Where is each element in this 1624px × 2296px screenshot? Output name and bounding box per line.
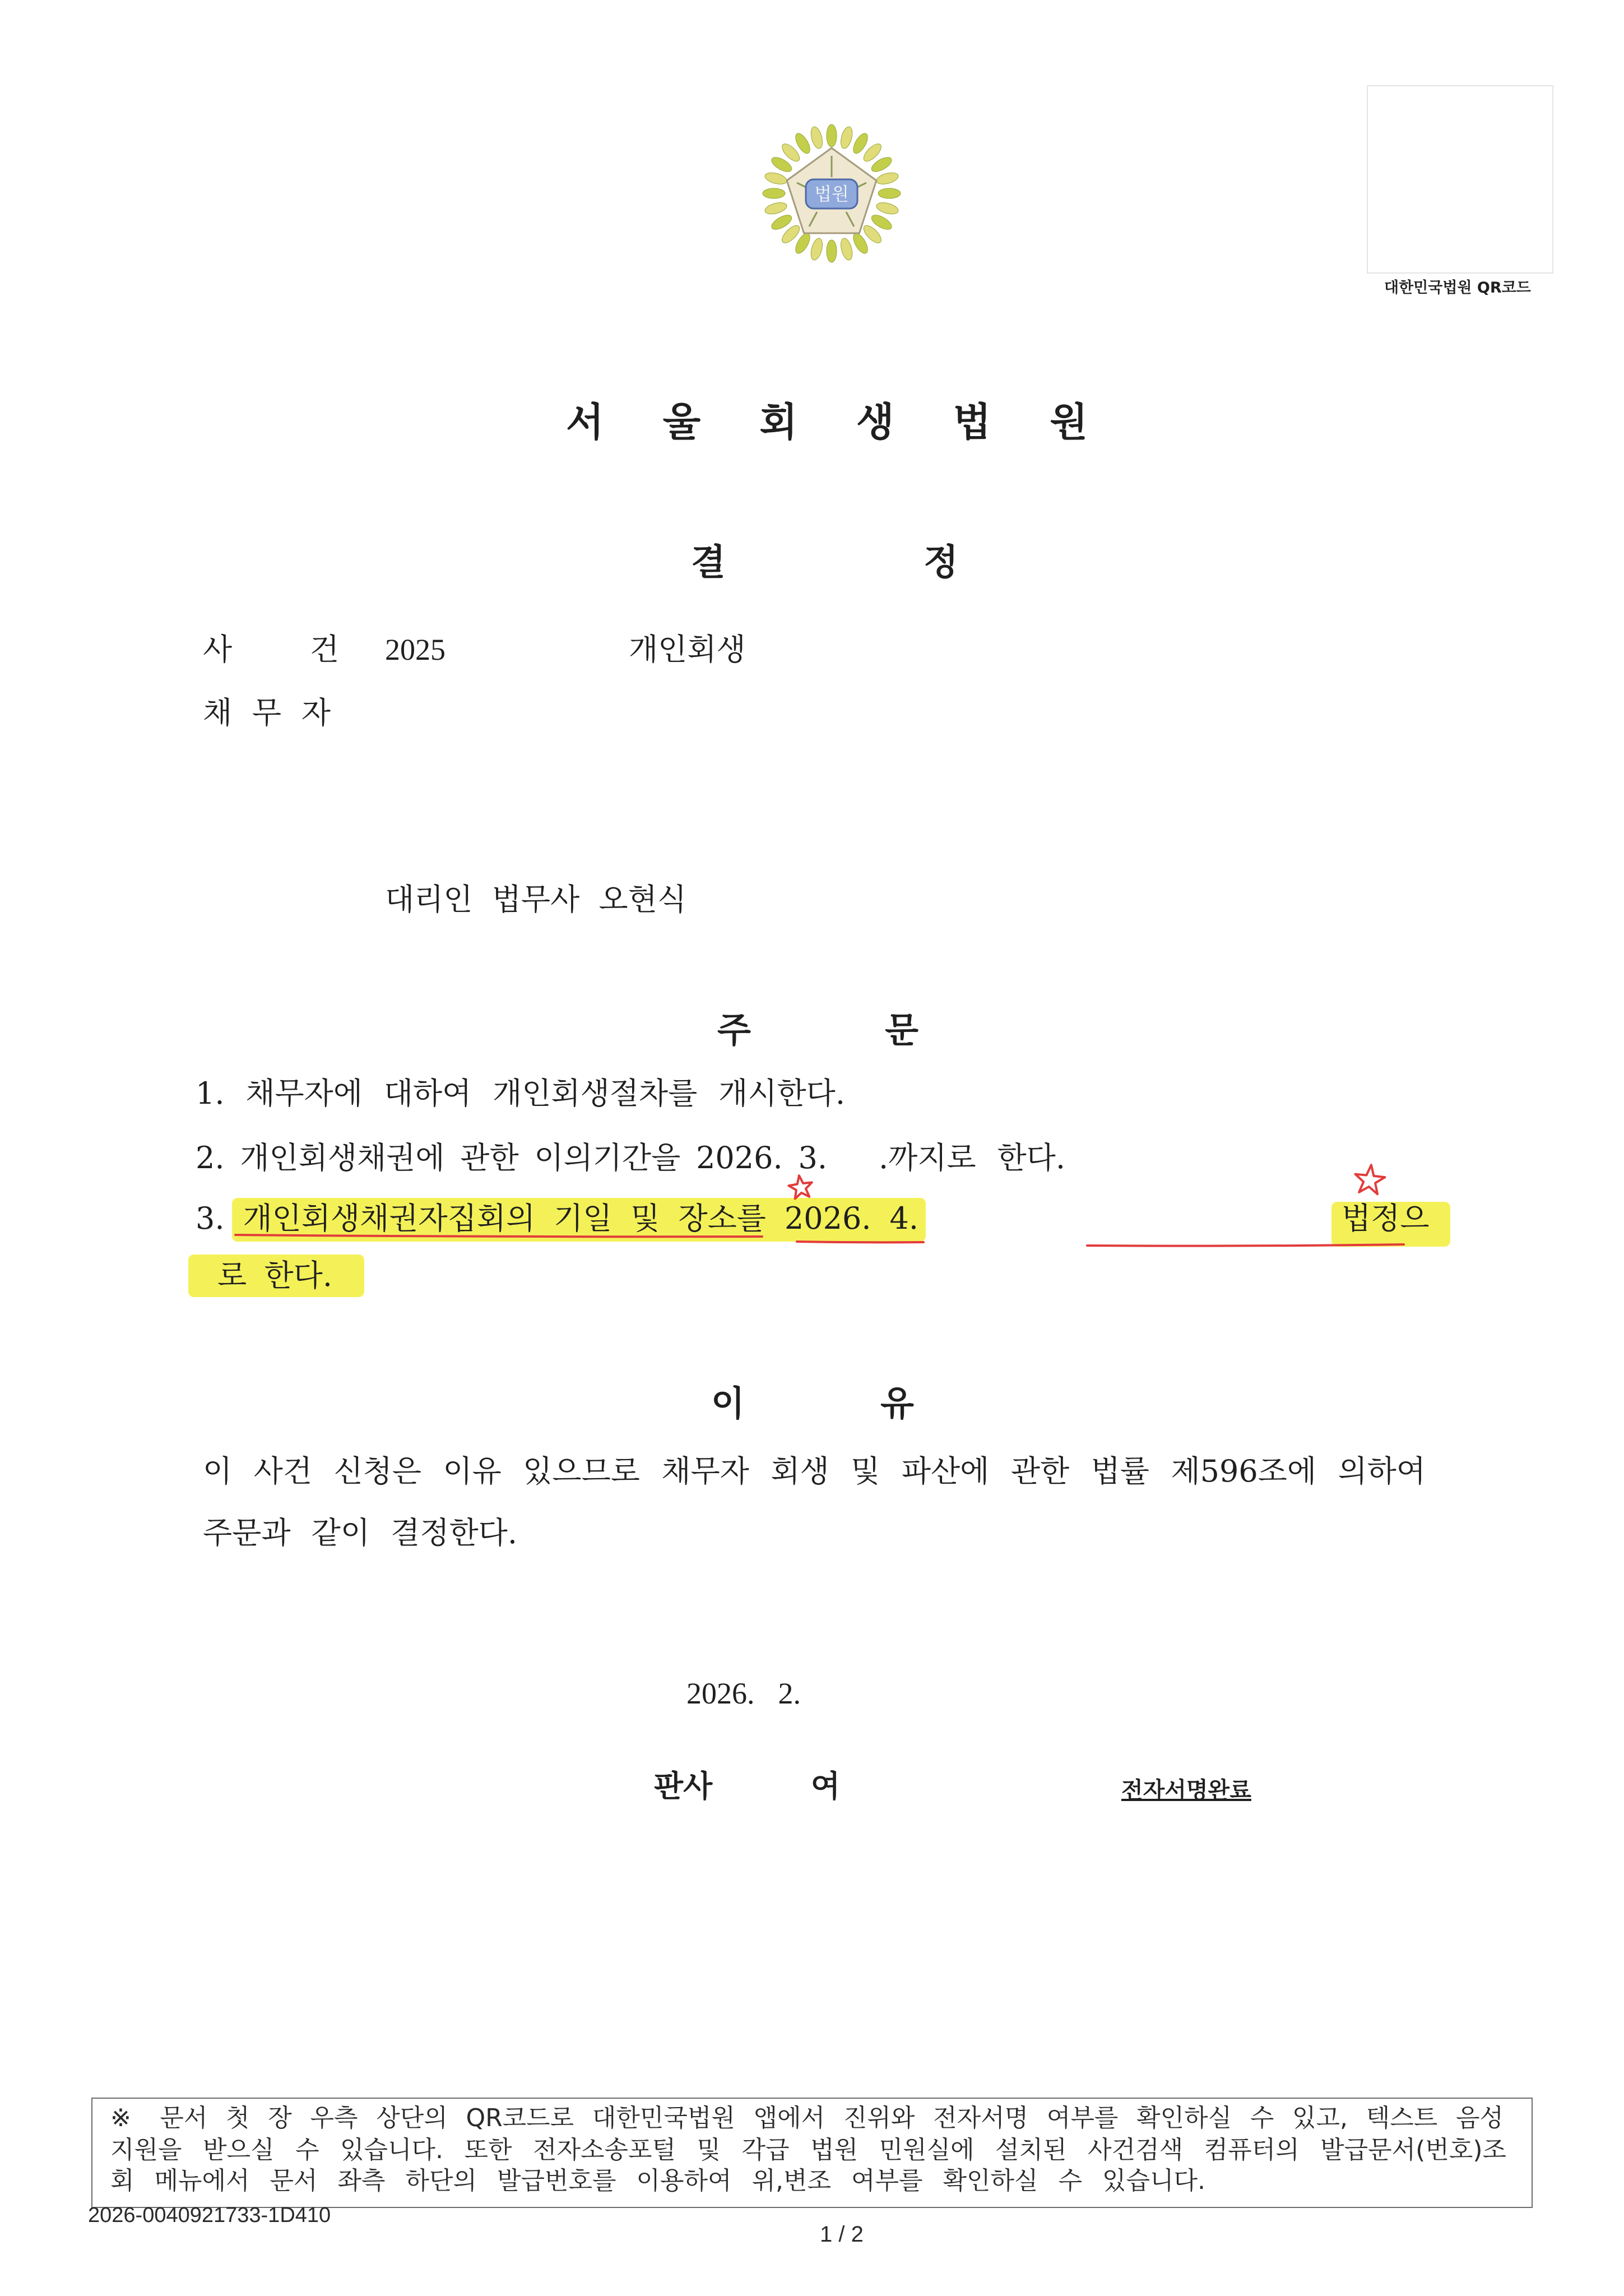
issue-number: 2026-0040921733-1D410 <box>88 2204 331 2227</box>
order-item-1: 1. 채무자에 대하여 개인회생절차를 개시한다. <box>196 1076 845 1111</box>
court-emblem-icon <box>761 122 902 265</box>
reason-heading: 이 유 <box>711 1383 914 1424</box>
electronic-signature-status: 전자서명완료 <box>1121 1777 1251 1803</box>
pen-annotations <box>224 1160 1423 1256</box>
footer-notice-line-2: 지원을 받으실 수 있습니다. 또한 전자소송포털 및 각급 법원 민원실에 설치된 사건검색 컴퓨터의 발급문서(번호)조 <box>110 2136 1506 2164</box>
emblem-petal <box>839 126 855 150</box>
judge-title: 판사 <box>654 1768 713 1804</box>
emblem-petal <box>827 124 837 147</box>
emblem-petal <box>875 170 899 186</box>
debtor-label: 채 무 자 <box>203 695 331 730</box>
court-name-title: 서 울 회 생 법 원 <box>566 399 1088 445</box>
qr-code-label: 대한민국법원 QR코드 <box>1384 279 1531 297</box>
order-heading: 주 문 <box>717 1010 918 1050</box>
emblem-petal <box>875 201 899 216</box>
order-item-3-line-1: 3. 개인회생채권자집회의 기일 및 장소를 2026. 4. <box>196 1201 918 1236</box>
emblem-petal <box>827 240 837 262</box>
reason-line-2: 주문과 같이 결정한다. <box>203 1515 517 1550</box>
qr-code-box <box>1367 85 1553 274</box>
emblem-petal <box>809 237 824 261</box>
pen-underline <box>235 1235 762 1237</box>
document-type-title: 결 정 <box>691 542 958 584</box>
hand-drawn-star-icon <box>787 1174 814 1199</box>
case-number: 2025 <box>385 633 446 666</box>
decision-date: 2026. 2. <box>686 1677 801 1710</box>
order-item-3-place: 법정으 <box>1342 1201 1430 1236</box>
judge-name: 여 <box>811 1768 841 1804</box>
hand-drawn-star-icon <box>1353 1163 1386 1195</box>
emblem-text: 법원 <box>814 183 849 205</box>
case-type: 개인회생 <box>629 632 746 667</box>
reason-line-1: 이 사건 신청은 이유 있으므로 채무자 회생 및 파산에 관한 법률 제596조에 의하여 <box>203 1453 1426 1489</box>
order-item-2-part-1: 2. 개인회생채권에 관한 이의기간을 2026. 3. <box>196 1140 827 1175</box>
emblem-petal <box>878 188 901 198</box>
emblem-petal <box>763 188 785 198</box>
footer-notice-line-1: ※ 문서 첫 장 우측 상단의 QR코드로 대한민국법원 앱에서 진위와 전자서명 여부를 확인하실 수 있고, 텍스트 음성 <box>110 2104 1504 2132</box>
footer-notice-line-3: 회 메뉴에서 문서 좌측 하단의 발급번호를 이용하여 위,변조 여부를 확인하실 수 있습니다. <box>110 2167 1205 2195</box>
emblem-petal <box>764 170 788 186</box>
case-label: 사 건 <box>203 632 339 667</box>
page-number: 1 / 2 <box>820 2222 864 2247</box>
order-item-2-part-2: .까지로 한다. <box>879 1140 1065 1175</box>
agent-name: 대리인 법무사 오현식 <box>385 882 686 917</box>
emblem-petal <box>764 201 788 216</box>
emblem-petal <box>839 237 855 261</box>
order-item-3-line-2: 로 한다. <box>217 1258 332 1293</box>
pen-underline <box>1087 1244 1404 1246</box>
emblem-petal <box>809 126 824 150</box>
